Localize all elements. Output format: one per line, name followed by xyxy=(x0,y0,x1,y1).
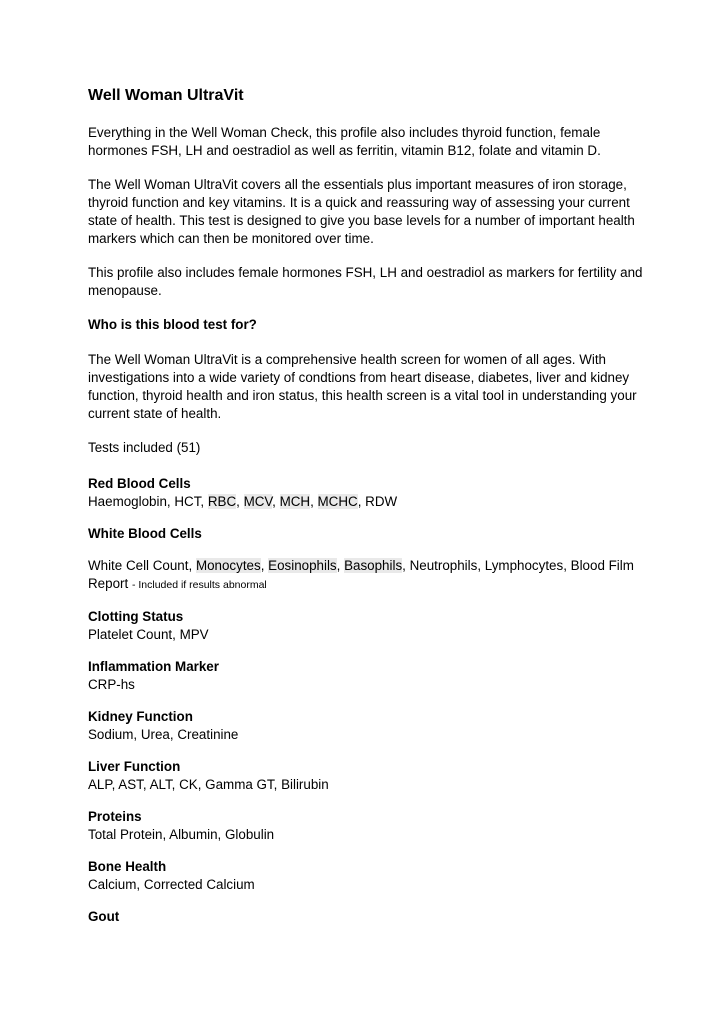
test-list: Calcium, Corrected Calcium xyxy=(88,877,255,892)
test-section xyxy=(88,908,648,926)
test-section xyxy=(88,758,648,794)
test-section xyxy=(88,658,648,694)
test-section xyxy=(88,858,648,894)
test-item: RBC xyxy=(207,494,237,509)
test-note: - Included if results abnormal xyxy=(131,579,267,591)
hormones-paragraph: This profile also includes female hormones FSH, LH and oestradiol as markers for fertility and menopause. xyxy=(88,265,643,298)
test-section xyxy=(88,808,648,844)
test-item: Basophils xyxy=(344,558,403,573)
test-item: Lymphocytes xyxy=(484,558,564,573)
test-item: Gamma GT xyxy=(205,777,274,792)
test-section xyxy=(88,475,648,511)
test-item: ALP xyxy=(88,777,112,792)
test-item: MCHC xyxy=(317,494,358,509)
test-item: MCH xyxy=(279,494,311,509)
test-section xyxy=(88,708,648,744)
test-list: Total Protein, Albumin, Globulin xyxy=(88,827,275,842)
test-item: Monocytes xyxy=(195,558,261,573)
test-item: AST xyxy=(118,777,143,792)
test-list: Haemoglobin, HCT, RBC, MCV, MCH, MCHC, RDW xyxy=(88,494,398,509)
test-item: Eosinophils xyxy=(268,558,337,573)
document-page xyxy=(88,86,648,940)
test-item: Albumin xyxy=(169,827,218,842)
test-item: Haemoglobin xyxy=(88,494,167,509)
test-list xyxy=(88,676,648,694)
section-title: White Blood Cells xyxy=(88,526,202,541)
section-title: Bone Health xyxy=(88,859,167,874)
test-item: Bilirubin xyxy=(281,777,329,792)
test-item: Platelet Count xyxy=(88,627,173,642)
test-item: MPV xyxy=(179,627,209,642)
test-item: Calcium xyxy=(88,877,137,892)
test-list: ALP, AST, ALT, CK, Gamma GT, Bilirubin xyxy=(88,777,329,792)
test-item: MCV xyxy=(243,494,273,509)
section-title: Inflammation Marker xyxy=(88,659,219,674)
test-item: ALT xyxy=(149,777,172,792)
section-title: Red Blood Cells xyxy=(88,476,191,491)
who-paragraph: The Well Woman UltraVit is a comprehensive health screen for women of all ages. With investigations into a wide variety of condtions from heart disease, diabetes, liver and kidney function, thyroid health and iron status, this health screen is a vital tool in understanding your current state of health. xyxy=(88,352,637,421)
test-item: White Cell Count xyxy=(88,558,189,573)
test-section xyxy=(88,525,648,594)
section-title: Liver Function xyxy=(88,759,181,774)
test-item: CK xyxy=(179,777,198,792)
test-item: Globulin xyxy=(224,827,275,842)
who-heading: Who is this blood test for? xyxy=(88,317,257,332)
section-title: Proteins xyxy=(88,809,142,824)
test-list: Platelet Count, MPV xyxy=(88,627,209,642)
test-list: White Cell Count, Monocytes, Eosinophils, Basophils, Neutrophils, Lymphocytes, Blood Film Report - Included if results abnormal xyxy=(88,558,634,591)
test-item: CRP-hs xyxy=(88,677,135,692)
description-paragraph: The Well Woman UltraVit covers all the essentials plus important measures of iron storage, thyroid function and key vitamins. It is a quick and reassuring way of assessing your current state of health. This test is designed to give you base levels for a number of important health markers which can then be monitored over time. xyxy=(88,177,635,246)
test-item: Urea xyxy=(140,727,170,742)
test-item: RDW xyxy=(365,494,398,509)
test-item: Corrected Calcium xyxy=(143,877,255,892)
test-item: HCT xyxy=(174,494,201,509)
document-title: Well Woman UltraVit xyxy=(88,87,244,104)
test-item: Blood Film Report xyxy=(88,558,634,591)
test-item: Sodium xyxy=(88,727,134,742)
tests-included-label: Tests included (51) xyxy=(88,440,201,455)
section-title: Gout xyxy=(88,909,120,924)
test-list: Sodium, Urea, Creatinine xyxy=(88,727,239,742)
test-item: Creatinine xyxy=(177,727,239,742)
section-title: Kidney Function xyxy=(88,709,193,724)
test-item: Total Protein xyxy=(88,827,163,842)
intro-paragraph: Everything in the Well Woman Check, this profile also includes thyroid function, female hormones FSH, LH and oestradiol as well as ferritin, vitamin B12, folate and vitamin D. xyxy=(88,125,601,158)
section-title: Clotting Status xyxy=(88,609,184,624)
test-section xyxy=(88,608,648,644)
test-item: Neutrophils xyxy=(409,558,478,573)
test-sections xyxy=(88,475,648,926)
